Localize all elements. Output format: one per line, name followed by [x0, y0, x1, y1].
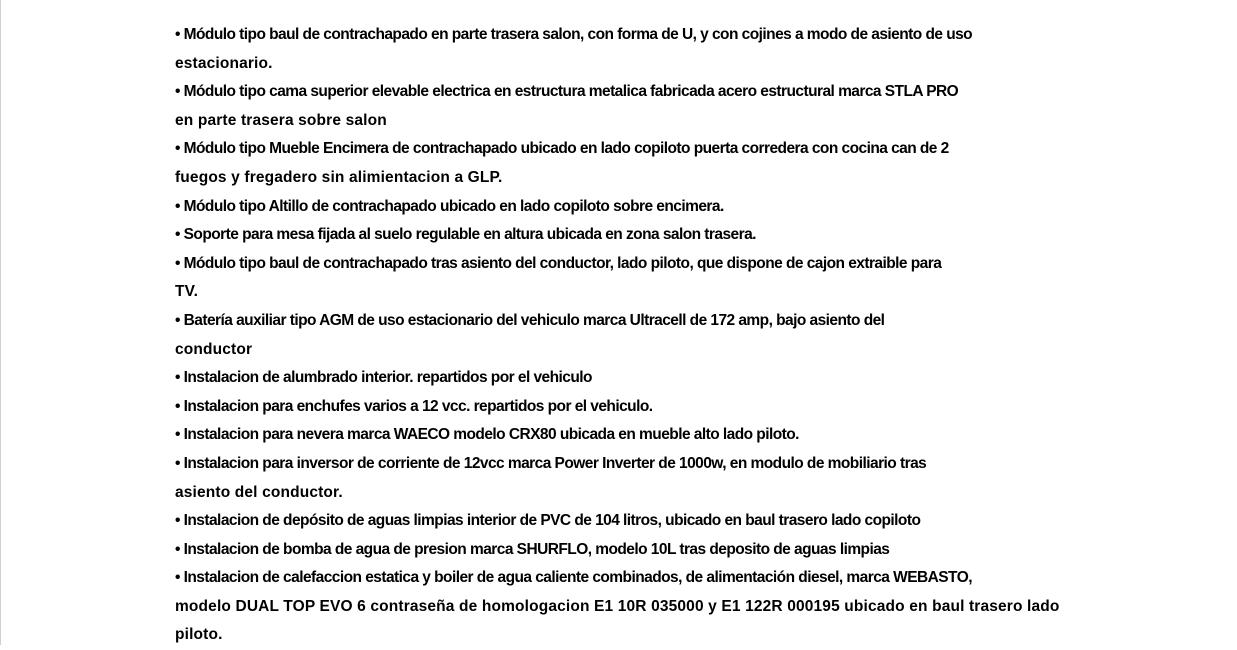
document-body	[175, 21, 1225, 650]
text-line: • Instalacion para nevera marca WAECO modelo CRX80 ubicada en mueble alto lado piloto.	[175, 426, 799, 444]
text-line: • Módulo tipo Altillo de contrachapado ubicado en lado copiloto sobre encimera.	[175, 197, 724, 215]
text-line: • Instalacion de bomba de agua de presion marca SHURFLO, modelo 10L tras deposito de aguas limpias	[175, 540, 890, 558]
text-line: asiento del conductor.	[175, 483, 343, 501]
text-line: • Batería auxiliar tipo AGM de uso estacionario del vehiculo marca Ultracell de 172 amp, bajo asiento del	[175, 311, 885, 329]
text-line: conductor	[175, 340, 253, 358]
text-line: • Instalacion de alumbrado interior. repartidos por el vehiculo	[175, 369, 592, 387]
text-line: TV.	[175, 283, 199, 301]
text-line: • Instalacion de depósito de aguas limpias interior de PVC de 104 litros, ubicado en baul trasero lado copiloto	[175, 512, 921, 530]
text-line: • Instalacion de calefaccion estatica y boiler de agua caliente combinados, de alimentación diesel, marca WEBASTO,	[175, 569, 972, 587]
text-line: estacionario.	[175, 54, 273, 72]
text-line: en parte trasera sobre salon	[175, 111, 387, 129]
text-line: • Módulo tipo baul de contrachapado tras asiento del conductor, lado piloto, que dispone de cajon extraible para	[175, 254, 942, 272]
text-line: • Módulo tipo Mueble Encimera de contrachapado ubicado en lado copiloto puerta corredera con cocina can de 2	[175, 140, 949, 158]
page-edge	[0, 0, 1, 645]
text-line: • Instalacion para enchufes varios a 12 vcc. repartidos por el vehiculo.	[175, 397, 653, 415]
text-line: • Módulo tipo baul de contrachapado en parte trasera salon, con forma de U, y con cojines a modo de asiento de uso	[175, 26, 973, 43]
text-line: • Módulo tipo cama superior elevable electrica en estructura metalica fabricada acero estructural marca STLA PRO	[175, 83, 959, 101]
text-line: piloto.	[175, 626, 223, 644]
text-line: modelo DUAL TOP EVO 6 contraseña de homologacion E1 10R 035000 y E1 122R 000195 ubicado en baul trasero lado	[175, 597, 1060, 615]
text-line: fuegos y fregadero sin alimientacion a GLP.	[175, 168, 503, 186]
text-line: • Instalacion para inversor de corriente de 12vcc marca Power Inverter de 1000w, en modulo de mobiliario tras	[175, 454, 927, 472]
text-line: • Soporte para mesa fijada al suelo regulable en altura ubicada en zona salon trasera.	[175, 226, 756, 244]
